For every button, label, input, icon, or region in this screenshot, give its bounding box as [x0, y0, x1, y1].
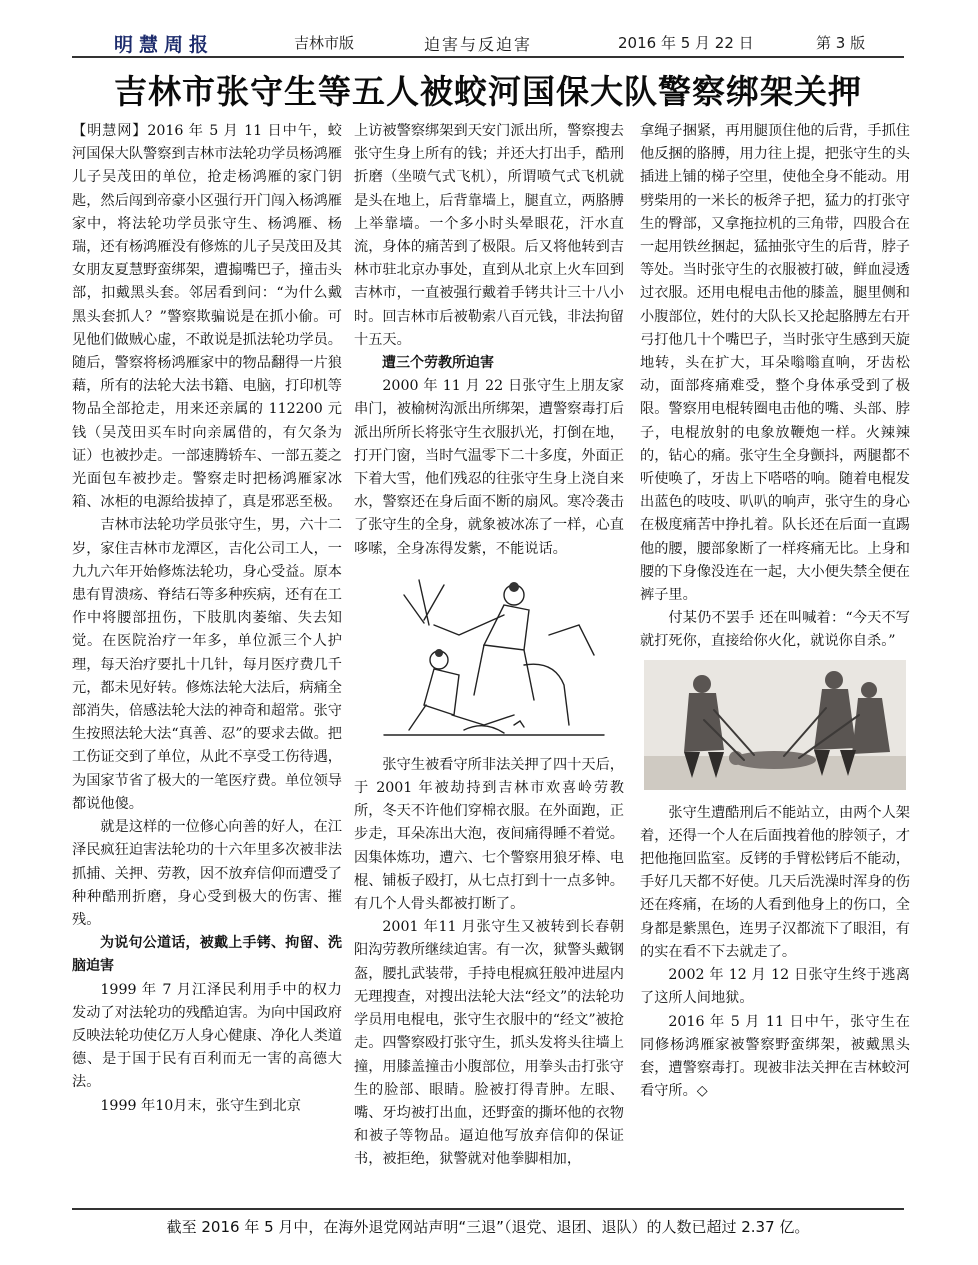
paragraph: 2000 年 11 月 22 日张守生上朋友家串门，被榆树沟派出所绑架，遭警察毒打后派出所所长将张守生衣服扒光，打倒在地，打开门窗，当时气温零下二十多度，外面正下着大雪，他们残忍的往张守生身上浇自来水，警察还在身后面不断的扇风。寒冷袭击了张守生的全身，就象被冰冻了一样，心直哆嗦，全身冻得发紫，不能说话。	[354, 378, 624, 557]
article-column-1	[72, 120, 342, 1205]
paragraph: 2016 年 5 月 11 日中午，张守生在同修杨鸿雁家被警察野蛮绑架，被戴黑头套，遭警察毒打。现被非法关押在吉林蛟河看守所。◇	[640, 1013, 910, 1100]
article-column-2	[354, 120, 624, 1205]
paragraph: 【明慧网】2016 年 5 月 11 日中午，蛟河国保大队警察到吉林市法轮功学员杨鸿雁儿子吴茂田的单位，抢走杨鸿雁的家门钥匙，然后闯到帝豪小区强行开门闯入杨鸿雁家中，将法轮功学员张守生、杨鸿雁、杨瑞，还有杨鸿雁没有修炼的儿子吴茂田及其女朋友夏慧野蛮绑架，遭搧嘴巴子，撞击头部，扣戴黑头套。邻居看到问：“为什么戴黑头套抓人？”警察欺骗说是在抓小偷。可见他们做贼心虚，不敢说是抓法轮功学员。随后，警察将杨鸿雁家中的物品翻得一片狼藉，所有的法轮大法书籍、电脑，打印机等物品全部抢走，用来还亲属的 112200 元钱（吴茂田买车时向亲属借的，有欠条为证）也被抄走。一部速腾轿车、一部五菱之光面包车被抄走。警察走时把杨鸿雁家冰箱、冰柜的电源给拔掉了，真是邪恶至极。	[72, 123, 342, 511]
section-subhead: 为说句公道话，被戴上手铐、拘留、洗脑迫害	[72, 935, 342, 975]
article-title: 吉林市张守生等五人被蛟河国保大队警察绑架关押	[114, 72, 862, 111]
paragraph: 2001 年11 月张守生又被转到长春朝阳沟劳教所继续迫害。有一次，狱警头戴钢盔，腰扎武装带，手持电棍疯狂般冲进屋内无理搜查，对搜出法轮大法“经文”的法轮功学员用电棍电，张守生衣服中的“经文”被抢走。四警察殴打张守生，抓头发将头往墙上撞，用膝盖撞击小腹部位，用拳头击打张守生的脸部、眼睛。脸被打得青肿。左眼、嘴、牙均被打出血，还野蛮的撕坏他的衣物和被子等物品。逼迫他写放弃信仰的保证书，被拒绝，狱警就对他拳脚相加，	[354, 919, 624, 1168]
paragraph: 吉林市法轮功学员张守生，男，六十二岁，家住吉林市龙潭区，吉化公司工人，一九九六年开始修炼法轮功，身心受益。原本患有胃溃疡、脊结石等多种疾病，还有在工作中将腰部扭伤，下肢肌肉萎缩、失去知觉。在医院治疗一年多，单位派三个人护理，每天治疗要扎十几针，每月医疗费几千元，都未见好转。修炼法轮大法后，病痛全部消失，倍感法轮大法的神奇和超常。张守生按照法轮大法“真善、忍”的要求去做。把工伤证交到了单位，从此不享受工伤待遇，为国家节省了极大的一笔医疗费。单位领导都说他傻。	[72, 517, 342, 812]
newspaper-brand: 明慧周报	[114, 34, 215, 56]
paragraph: 付某仍不罢手 还在叫喊着：“今天不写就打死你，直接给你火化，就说你自杀。”	[640, 610, 910, 650]
paragraph: 1999 年 7 月江泽民利用手中的权力发动了对法轮功的残酷迫害。为向中国政府反映法轮功使亿万人身心健康、净化人类道德、是于国于民有百利而无一害的高德大法。	[72, 981, 342, 1091]
page-number: 第 3 版	[816, 34, 866, 52]
paragraph: 张守生被看守所非法关押了四十天后，于 2001 年被劫持到吉林市欢喜岭劳教所，冬天不许他们穿棉衣服。在外面跑，正步走，耳朵冻出大泡，夜间痛得睡不着觉。因集体炼功，遭六、七个警察用狼牙棒、电棍、铺板子殴打，从七点打到十一点多钟。有几个人骨头都被打断了。	[354, 756, 624, 913]
paragraph: 上访被警察绑架到天安门派出所，警察搜去张守生身上所有的钱；并还大打出手，酷刑折磨（坐喷气式飞机），所谓喷气式飞机就是头在地上，后背靠墙上，腿直立，两胳膊上举靠墙。一个多小时头晕眼花，汗水直流，身体的痛苦到了极限。后又将他转到吉林市驻北京办事处，直到从北京上火车回到吉林市，一直被强行戴着手铐共计三十八小时。回吉林市后被勒索八百元钱，非法拘留十五天。	[354, 123, 624, 348]
section-subhead: 遭三个劳教所迫害	[382, 355, 494, 372]
paragraph: 张守生遭酷刑后不能站立，由两个人架着，还得一个人在后面拽着他的脖领子，才把他拖回监室。反铐的手臂松铐后不能动，手好几天都不好使。几天后洗澡时浑身的伤还在疼痛，在场的人看到他身上的伤口，全身都是紫黑色，连男子汉都流下了眼泪，有的实在看不下去就走了。	[640, 804, 910, 960]
masthead	[72, 30, 902, 54]
issue-date: 2016 年 5 月 22 日	[618, 34, 754, 52]
paragraph: 就是这样的一位修心向善的好人，在江泽民疯狂迫害法轮功的十六年里多次被非法抓捕、关押、劳教，因不放弃信仰而遭受了种种酷刑折磨，身心受到极大的伤害、摧残。	[72, 819, 342, 928]
paragraph: 1999 年10月末，张守生到北京	[100, 1097, 301, 1114]
torture-reenactment-image	[644, 660, 906, 790]
torture-illustration	[364, 565, 614, 740]
footer-notice: 截至 2016 年 5 月中，在海外退党网站声明“三退”（退党、退团、退队）的人数已超过 2.37 亿。	[166, 1218, 810, 1236]
paragraph: 2002 年 12 月 12 日张守生终于逃离了这所人间地狱。	[640, 967, 910, 1007]
section-label: 迫害与反迫害	[424, 35, 533, 54]
paragraph: 拿绳子捆紧，再用腿顶住他的后背，手抓住他反捆的胳膊，用力往上提，把张守生的头插进上铺的梯子空里，使他全身不能动。用劈柴用的一米长的板斧子把，猛力的打张守生的臀部，又拿拖拉机的三角带，四股合在一起用铁丝捆起，猛抽张守生的后背，脖子等处。当时张守生的衣服被打破，鲜血浸透过衣服。还用电棍电击他的膝盖，腿里侧和小腹部位，姓付的大队长又抡起胳膊左右开弓打他几十个嘴巴子，当时张守生感到天旋地转，头在扩大，耳朵嗡嗡直响，牙齿松动，面部疼痛难受，整个身体承受到了极限。警察用电棍转圈电击他的嘴、头部、脖子，电棍放射的电象放鞭炮一样。火辣辣的，钻心的痛。张守生全身颤抖，两腿都不听使唤了，牙齿上下嗒嗒的响。随着电棍发出蓝色的吱吱、叭叭的响声，张守生的身心在极度痛苦中挣扎着。队长还在后面一直踢他的腰，腰部象断了一样疼痛无比。上身和腰的下身像没连在一起，大小便失禁全便在裤子里。	[640, 123, 910, 604]
article-column-3	[640, 120, 910, 1205]
edition-label: 吉林市版	[294, 34, 355, 52]
footer-divider	[72, 1208, 904, 1210]
header-divider	[72, 56, 904, 58]
